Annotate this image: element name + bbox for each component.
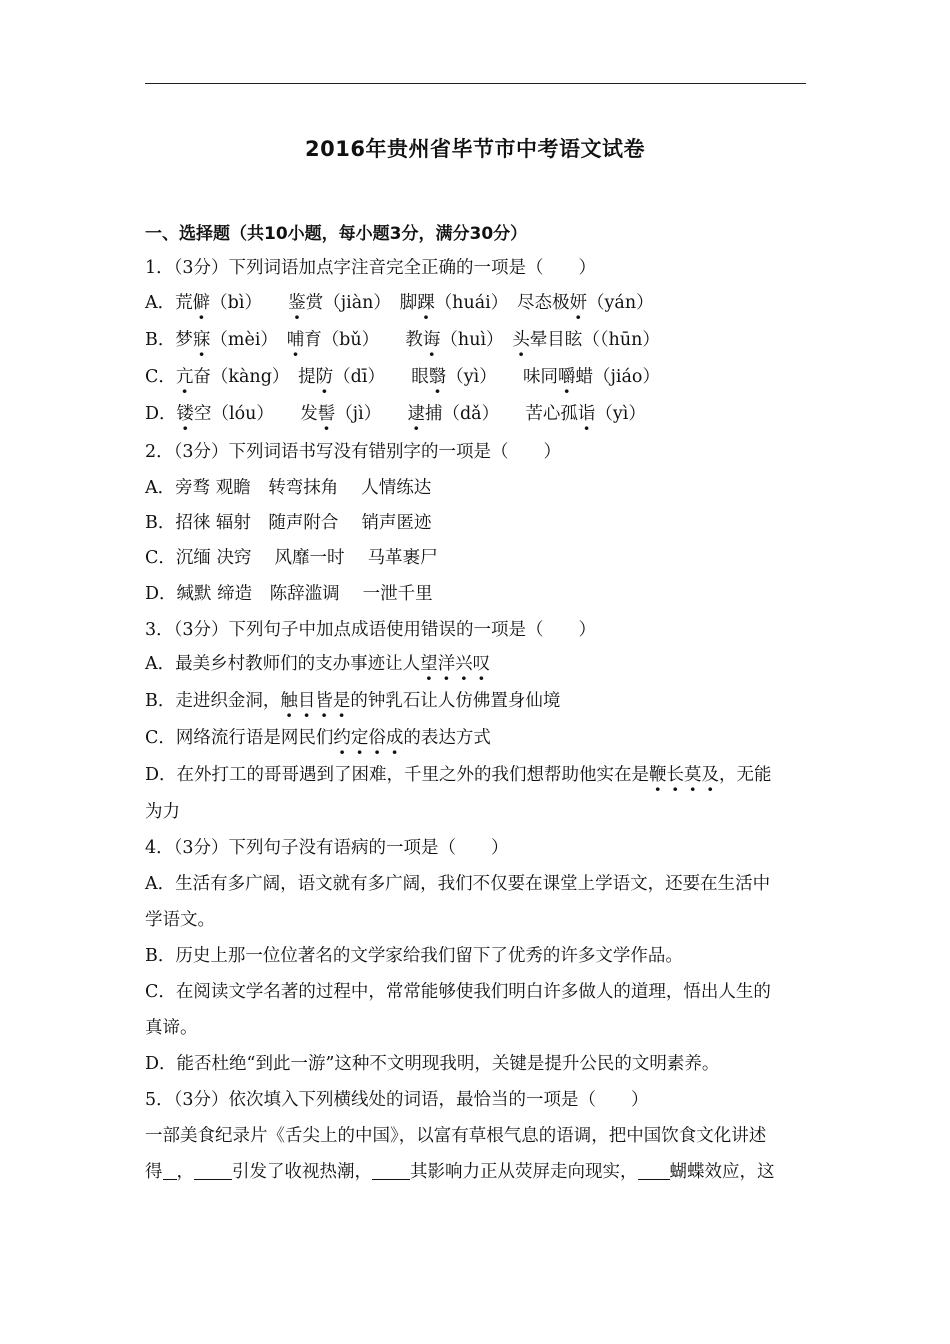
question-1-option-b: B．梦寐（mèi） 哺育（bǔ） 教诲（huì） 头晕目眩（（hūn）	[145, 330, 660, 350]
question-4-option-d: D．能否杜绝“到此一游”这种不文明现我明，关键是提升公民的文明素养。	[145, 1054, 720, 1074]
question-1-option-a: A．荒僻（bì） 鉴赏（jiàn） 脚踝（huái） 尽态极妍（yán）	[145, 293, 654, 313]
question-4-option-a-cont: 学语文。	[145, 910, 215, 930]
question-1-stem: 1．（3分）下列词语加点字注音完全正确的一项是（ ）	[145, 258, 597, 278]
emphasized-idiom: 望洋兴叹	[420, 654, 491, 674]
blank-3	[372, 1161, 410, 1180]
question-3-option-d-cont: 为力	[145, 802, 180, 822]
question-5-passage-line-2: 得 ， 引发了收视热潮， 其影响力正从荧屏走向现实， 蝴蝶效应，这	[145, 1162, 775, 1182]
question-4-option-a: A．生活有多广阔，语文就有多广阔，我们不仅要在课堂上学语文，还要在生活中	[145, 874, 771, 894]
question-3-option-b: B．走进织金洞，触目皆是的钟乳石让人仿佛置身仙境	[145, 691, 561, 711]
emphasized-idiom: 鞭长莫及	[649, 765, 720, 785]
question-4-option-b: B．历史上那一位位著名的文学家给我们留下了优秀的许多文学作品。	[145, 946, 683, 966]
header-rule	[145, 83, 806, 84]
question-1-option-c: C．亢奋（kàng） 提防（dī） 眼翳（yì） 味同嚼蜡（jiáo）	[145, 367, 660, 387]
question-4-option-c: C．在阅读文学名著的过程中，常常能够使我们明白许多做人的道理，悟出人生的	[145, 982, 771, 1002]
emphasized-idiom: 约定俗成	[333, 728, 404, 748]
section-heading: 一、选择题（共10小题，每小题3分，满分30分）	[145, 224, 528, 244]
question-2-option-a: A．旁骛 观瞻 转弯抹角 人情练达	[145, 478, 432, 498]
question-1-option-d: D．镂空（lóu） 发髻（jì） 逮捕（dǎ） 苦心孤诣（yì）	[145, 404, 646, 424]
question-5-passage-line-1: 一部美食纪录片《舌尖上的中国》，以富有草根气息的语调，把中国饮食文化讲述	[145, 1126, 767, 1146]
question-5-stem: 5．（3分）依次填入下列横线处的词语，最恰当的一项是（ ）	[145, 1090, 649, 1110]
question-4-stem: 4．（3分）下列句子没有语病的一项是（ ）	[145, 838, 509, 858]
emphasized-idiom: 触目皆是	[280, 691, 351, 711]
question-2-stem: 2．（3分）下列词语书写没有错别字的一项是（ ）	[145, 442, 562, 462]
question-3-option-c: C．网络流行语是网民们约定俗成的表达方式	[145, 728, 491, 748]
blank-2	[194, 1161, 232, 1180]
question-4-option-c-cont: 真谛。	[145, 1018, 198, 1038]
question-2-option-b: B．招徕 辐射 随声附合 销声匿迹	[145, 513, 432, 533]
question-3-option-a: A．最美乡村教师们的支办事迹让人望洋兴叹	[145, 654, 491, 674]
page-title: 2016年贵州省毕节市中考语文试卷	[305, 137, 645, 161]
blank-1	[163, 1161, 177, 1180]
question-2-option-d: D．缄默 缔造 陈辞滥调 一泄千里	[145, 584, 433, 604]
question-3-option-d: D．在外打工的哥哥遇到了困难，千里之外的我们想帮助他实在是鞭长莫及，无能	[145, 765, 772, 785]
question-3-stem: 3．（3分）下列句子中加点成语使用错误的一项是（ ）	[145, 620, 597, 640]
question-2-option-c: C．沉缅 决窍 风靡一时 马革裹尸	[145, 548, 438, 568]
blank-4	[638, 1161, 670, 1180]
